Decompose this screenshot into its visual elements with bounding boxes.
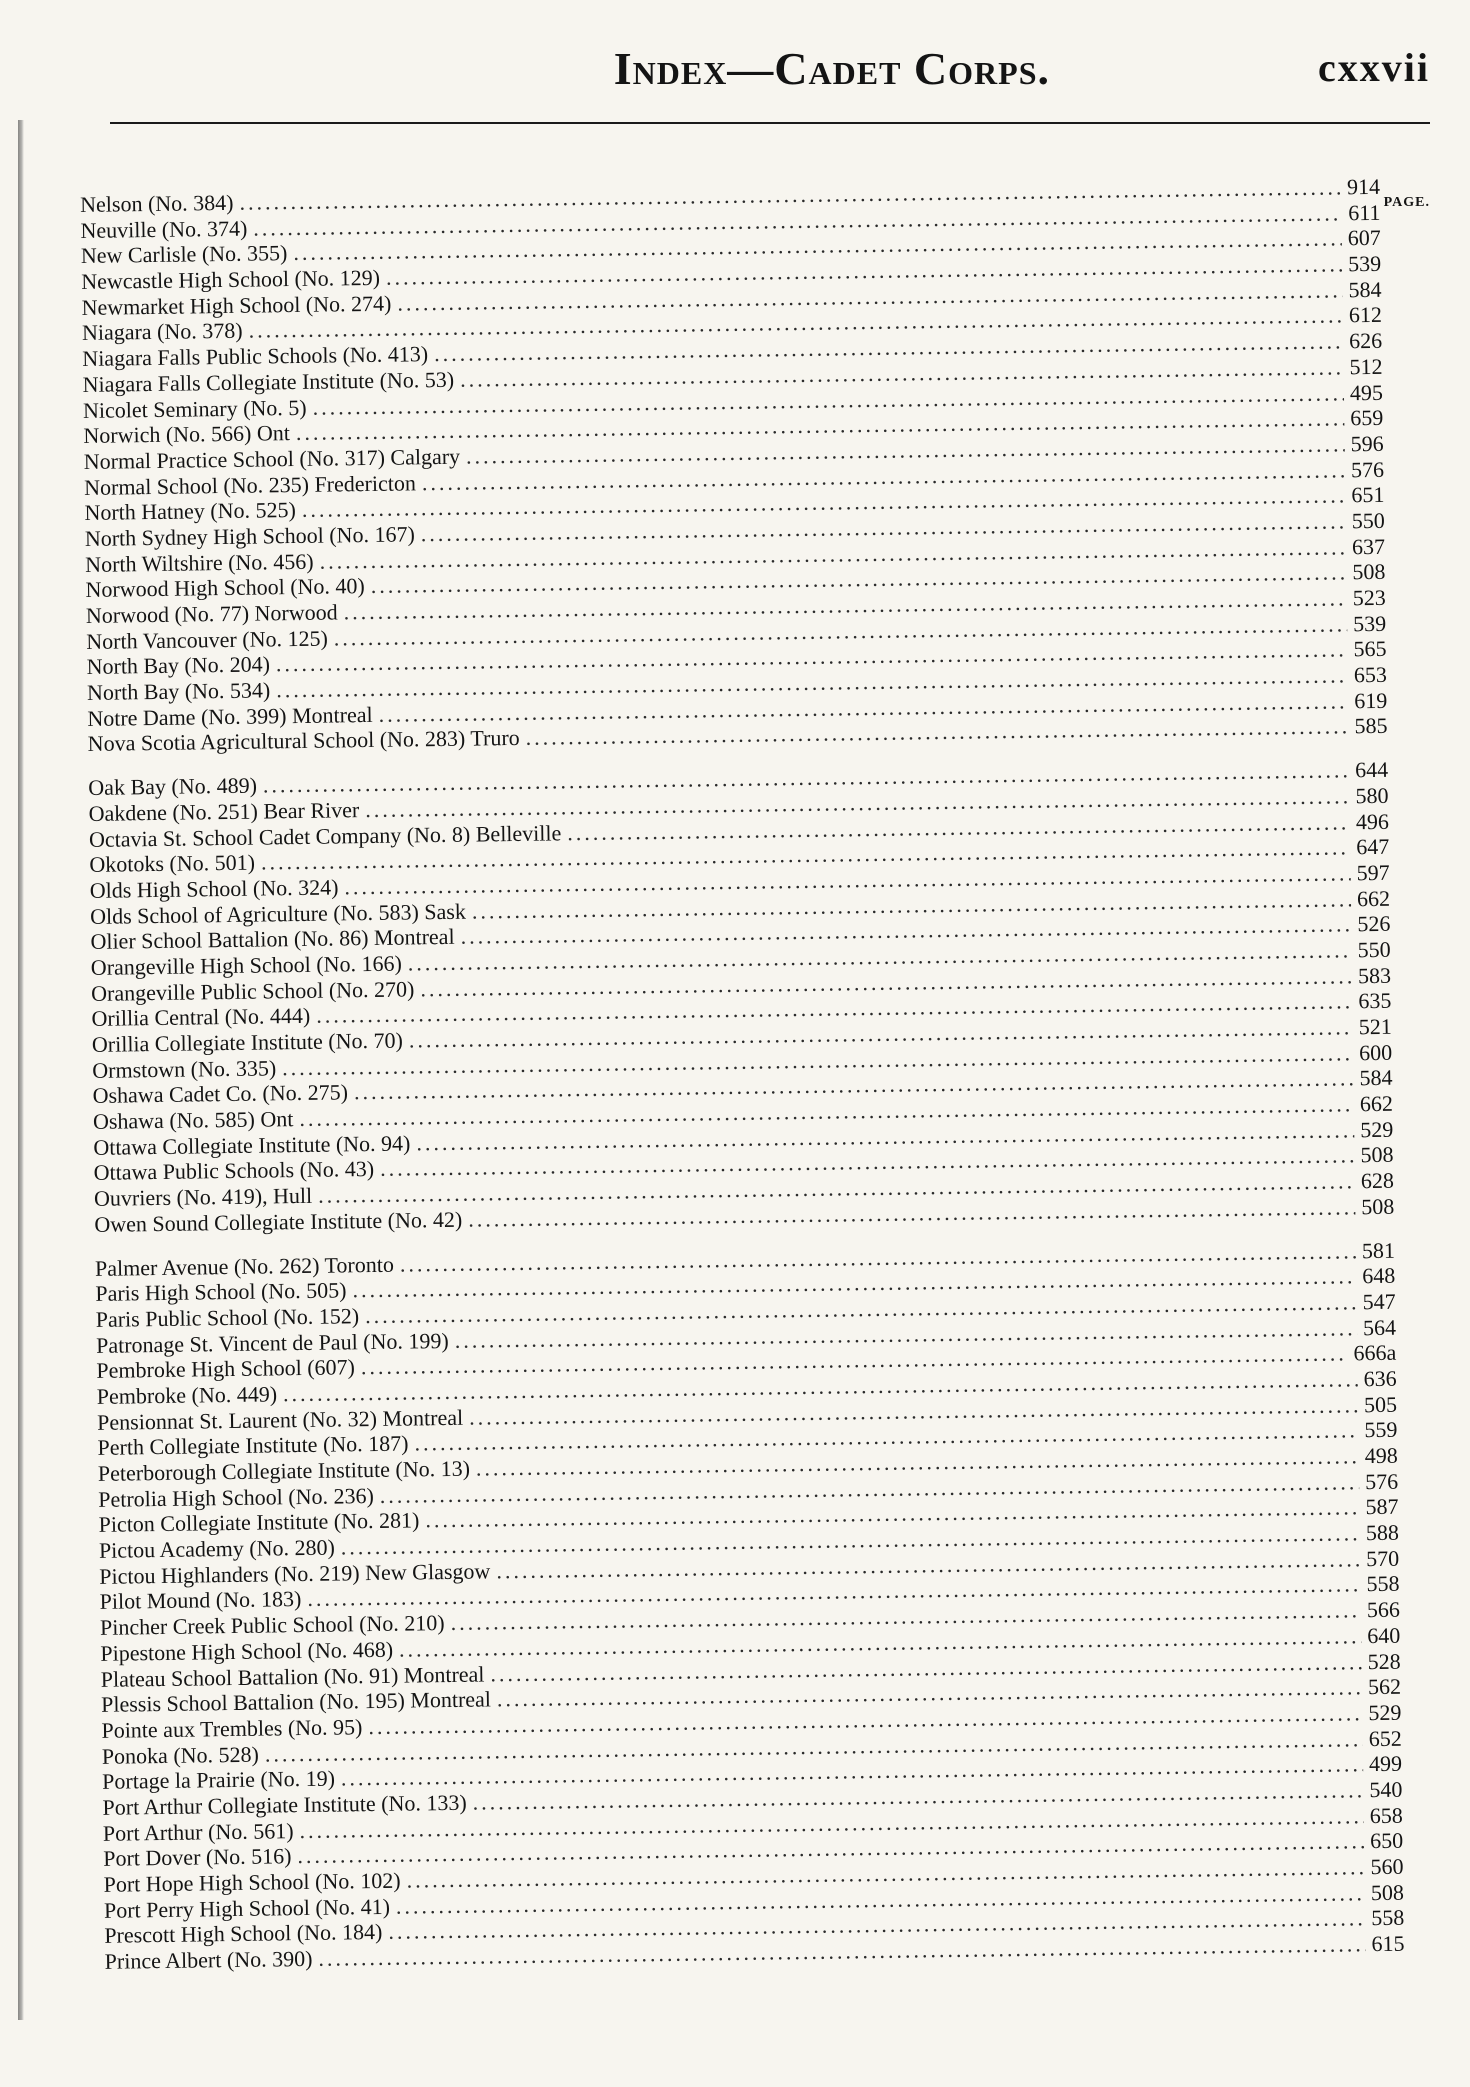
entry-page-number: 550 xyxy=(1357,936,1391,963)
entry-name: Port Hope High School (No. 102) xyxy=(103,1867,401,1897)
entry-name: Normal Practice School (No. 317) Calgary xyxy=(83,443,461,474)
entry-name: Ormstown (No. 335) xyxy=(92,1055,277,1083)
entry-name: Notre Dame (No. 399) Montreal xyxy=(87,701,373,731)
entry-name: Pictou Academy (No. 280) xyxy=(98,1534,335,1563)
entry-name: Norwood High School (No. 40) xyxy=(85,573,365,603)
header-rule xyxy=(110,122,1430,124)
entry-name: Port Perry High School (No. 41) xyxy=(103,1893,391,1923)
entry-page-number: 566 xyxy=(1366,1596,1401,1623)
entry-page-number: 570 xyxy=(1366,1545,1400,1571)
entry-name: Orillia Collegiate Institute (No. 70) xyxy=(91,1027,404,1057)
entry-name: Orillia Central (No. 444) xyxy=(91,1003,311,1032)
entry-page-number: 529 xyxy=(1368,1699,1402,1726)
entry-page-number: 508 xyxy=(1352,559,1386,585)
entry-name: Norwood (No. 77) Norwood xyxy=(85,599,338,628)
entry-name: Ponoka (No. 528) xyxy=(101,1741,260,1769)
entry-page-number: 626 xyxy=(1349,327,1383,354)
entry-name: Prescott High School (No. 184) xyxy=(104,1919,383,1949)
entry-page-number: 662 xyxy=(1356,885,1391,911)
entry-name: Paris Public School (No. 152) xyxy=(95,1303,360,1332)
entry-page-number: 585 xyxy=(1354,713,1388,739)
entry-page-number: 659 xyxy=(1350,405,1384,431)
page-binding-shadow xyxy=(18,120,24,2020)
entry-page-number: 512 xyxy=(1349,353,1383,380)
entry-page-number: 508 xyxy=(1360,1142,1394,1168)
entry-page-number: 636 xyxy=(1363,1365,1397,1392)
entry-page-number: 588 xyxy=(1365,1519,1400,1546)
index-entries xyxy=(80,174,1405,1993)
entry-page-number: 653 xyxy=(1353,661,1388,688)
entry-name: Niagara (No. 378) xyxy=(81,318,243,346)
entry-page-number: 584 xyxy=(1348,276,1382,303)
entry-name: Palmer Avenue (No. 262) Toronto xyxy=(94,1251,395,1281)
entry-name: Perth Collegiate Institute (No. 187) xyxy=(97,1430,409,1461)
entry-name: Orangeville High School (No. 166) xyxy=(90,950,402,980)
entry-page-number: 526 xyxy=(1357,911,1391,937)
entry-page-number: 647 xyxy=(1356,833,1390,860)
entry-name: Nova Scotia Agricultural School (No. 283) Truro xyxy=(87,725,520,757)
entry-page-number: 540 xyxy=(1369,1776,1403,1803)
entry-name: Paris High School (No. 505) xyxy=(95,1277,347,1307)
entry-page-number: 499 xyxy=(1368,1750,1403,1777)
entry-name: North Hatney (No. 525) xyxy=(84,497,297,526)
entry-name: Pilot Mound (No. 183) xyxy=(99,1586,302,1615)
entry-name: Okotoks (No. 501) xyxy=(89,849,256,878)
entry-name: North Bay (No. 534) xyxy=(86,677,271,706)
entry-name: Norwich (No. 566) Ont xyxy=(83,420,291,449)
entry-name: Petrolia High School (No. 236) xyxy=(98,1482,374,1512)
entry-page-number: 539 xyxy=(1347,250,1382,277)
entry-page-number: 580 xyxy=(1355,782,1389,809)
entry-page-number: 607 xyxy=(1347,225,1381,251)
entry-page-number: 648 xyxy=(1362,1262,1396,1289)
entry-page-number: 612 xyxy=(1348,302,1383,328)
entry-name: North Vancouver (No. 125) xyxy=(86,625,328,654)
entry-name: Pensionnat St. Laurent (No. 32) Montreal xyxy=(97,1404,464,1435)
entry-name: Plateau School Battalion (No. 91) Montreal xyxy=(100,1660,485,1692)
entry-page-number: 495 xyxy=(1349,379,1384,405)
entry-name: North Bay (No. 204) xyxy=(86,651,271,680)
entry-name: Normal School (No. 235) Fredericton xyxy=(83,469,417,500)
entry-name: Nelson (No. 384) xyxy=(80,189,234,217)
page-title: Index—Cadet Corps. xyxy=(613,43,1050,94)
entry-page-number: 658 xyxy=(1369,1802,1403,1828)
entry-name: Oshawa (No. 585) Ont xyxy=(92,1106,294,1134)
entry-page-number: 652 xyxy=(1368,1725,1402,1751)
entry-name: Prince Albert (No. 390) xyxy=(104,1945,313,1974)
entry-page-number: 611 xyxy=(1348,199,1381,225)
entry-name: North Wiltshire (No. 456) xyxy=(85,548,314,577)
entry-name: Ouvriers (No. 419), Hull xyxy=(93,1182,313,1212)
page-folio: cxxvii xyxy=(1318,45,1430,90)
entry-page-number: 560 xyxy=(1370,1853,1404,1880)
entry-page-number: 635 xyxy=(1358,988,1392,1014)
entry-name: Newcastle High School (No. 129) xyxy=(81,264,381,295)
entry-page-number: 564 xyxy=(1362,1314,1397,1340)
entry-name: Port Arthur (No. 561) xyxy=(102,1817,294,1846)
entry-page-number: 628 xyxy=(1360,1167,1395,1194)
entry-name: Newmarket High School (No. 274) xyxy=(81,290,392,320)
entry-page-number: 666a xyxy=(1353,1339,1397,1366)
entry-name: Olds School of Agriculture (No. 583) Sask xyxy=(89,898,467,929)
entry-page-number: 584 xyxy=(1359,1065,1393,1091)
entry-page-number: 505 xyxy=(1363,1391,1398,1417)
entry-page-number: 547 xyxy=(1362,1288,1396,1315)
index-section xyxy=(80,174,1388,757)
entry-name: Olier School Battalion (No. 86) Montreal xyxy=(90,924,455,955)
entry-page-number: 587 xyxy=(1365,1494,1399,1520)
entry-name: Owen Sound Collegiate Institute (No. 42) xyxy=(94,1206,463,1237)
entry-page-number: 651 xyxy=(1351,482,1385,508)
entry-page-number: 576 xyxy=(1350,456,1385,482)
entry-name: Ottawa Public Schools (No. 43) xyxy=(93,1156,375,1186)
entry-name: Picton Collegiate Institute (No. 281) xyxy=(98,1507,420,1538)
entry-name: Orangeville Public School (No. 270) xyxy=(91,976,415,1006)
page-column-label: PAGE. xyxy=(1383,195,1430,210)
entry-page-number: 644 xyxy=(1355,756,1389,783)
entry-page-number: 600 xyxy=(1358,1039,1393,1065)
entry-page-number: 619 xyxy=(1354,687,1388,714)
running-header xyxy=(0,30,1470,100)
entry-page-number: 596 xyxy=(1350,430,1384,457)
index-section xyxy=(88,757,1394,1237)
entry-page-number: 576 xyxy=(1364,1468,1399,1494)
entry-page-number: 583 xyxy=(1357,962,1392,988)
entry-page-number: 558 xyxy=(1371,1905,1405,1931)
entry-page-number: 539 xyxy=(1352,610,1387,636)
entry-name: Oakdene (No. 251) Bear River xyxy=(88,796,360,826)
entry-page-number: 581 xyxy=(1361,1237,1396,1263)
entry-page-number: 528 xyxy=(1367,1648,1401,1674)
entry-page-number: 558 xyxy=(1366,1571,1400,1597)
entry-page-number: 508 xyxy=(1370,1879,1405,1905)
entry-name: Pembroke High School (607) xyxy=(96,1354,356,1384)
entry-page-number: 640 xyxy=(1367,1622,1401,1648)
entry-page-number: 662 xyxy=(1359,1090,1394,1117)
entry-name: Pincher Creek Public School (No. 210) xyxy=(99,1610,445,1640)
entry-name: New Carlisle (No. 355) xyxy=(80,240,288,269)
index-section xyxy=(95,1237,1405,1974)
entry-page-number: 565 xyxy=(1353,636,1387,662)
entry-name: Pointe aux Trembles (No. 95) xyxy=(101,1714,363,1743)
entry-name: Pictou Highlanders (No. 219) New Glasgow xyxy=(99,1558,491,1589)
entry-name: Portage la Prairie (No. 19) xyxy=(102,1765,336,1795)
entry-name: Port Dover (No. 516) xyxy=(103,1843,292,1872)
entry-name: Oshawa Cadet Co. (No. 275) xyxy=(92,1079,349,1109)
entry-page-number: 496 xyxy=(1355,808,1390,834)
entry-page-number: 523 xyxy=(1352,584,1386,611)
entry-name: Oak Bay (No. 489) xyxy=(88,772,258,801)
entry-name: Plessis School Battalion (No. 195) Montreal xyxy=(100,1686,492,1718)
entry-page-number: 637 xyxy=(1351,533,1386,559)
entry-name: Ottawa Collegiate Institute (No. 94) xyxy=(93,1130,411,1160)
entry-page-number: 529 xyxy=(1360,1116,1394,1142)
entry-page-number: 550 xyxy=(1351,507,1385,534)
entry-name: Neuville (No. 374) xyxy=(80,215,248,243)
entry-name: North Sydney High School (No. 167) xyxy=(84,521,415,551)
entry-page-number: 615 xyxy=(1371,1930,1405,1957)
entry-name: Peterborough Collegiate Institute (No. 13) xyxy=(97,1455,471,1486)
entry-name: Niagara Falls Public Schools (No. 413) xyxy=(82,341,429,372)
entry-name: Nicolet Seminary (No. 5) xyxy=(82,394,307,423)
entry-page-number: 508 xyxy=(1361,1193,1395,1220)
entry-page-number: 498 xyxy=(1364,1442,1398,1469)
entry-name: Octavia St. School Cadet Company (No. 8) Belleville xyxy=(88,819,562,852)
entry-name: Olds High School (No. 324) xyxy=(89,874,339,903)
entry-page-number: 559 xyxy=(1364,1417,1398,1443)
entry-page-number: 521 xyxy=(1358,1013,1392,1040)
entry-name: Niagara Falls Collegiate Institute (No. 53) xyxy=(82,366,455,397)
entry-page-number: 562 xyxy=(1367,1673,1402,1700)
entry-name: Port Arthur Collegiate Institute (No. 133) xyxy=(102,1789,467,1820)
entry-page-number: 597 xyxy=(1356,859,1390,886)
entry-name: Pipestone High School (No. 468) xyxy=(100,1636,394,1666)
entry-name: Pembroke (No. 449) xyxy=(96,1381,278,1409)
entry-page-number: 650 xyxy=(1369,1828,1404,1854)
entry-name: Patronage St. Vincent de Paul (No. 199) xyxy=(95,1327,449,1358)
entry-page-number: 914 xyxy=(1346,173,1381,200)
